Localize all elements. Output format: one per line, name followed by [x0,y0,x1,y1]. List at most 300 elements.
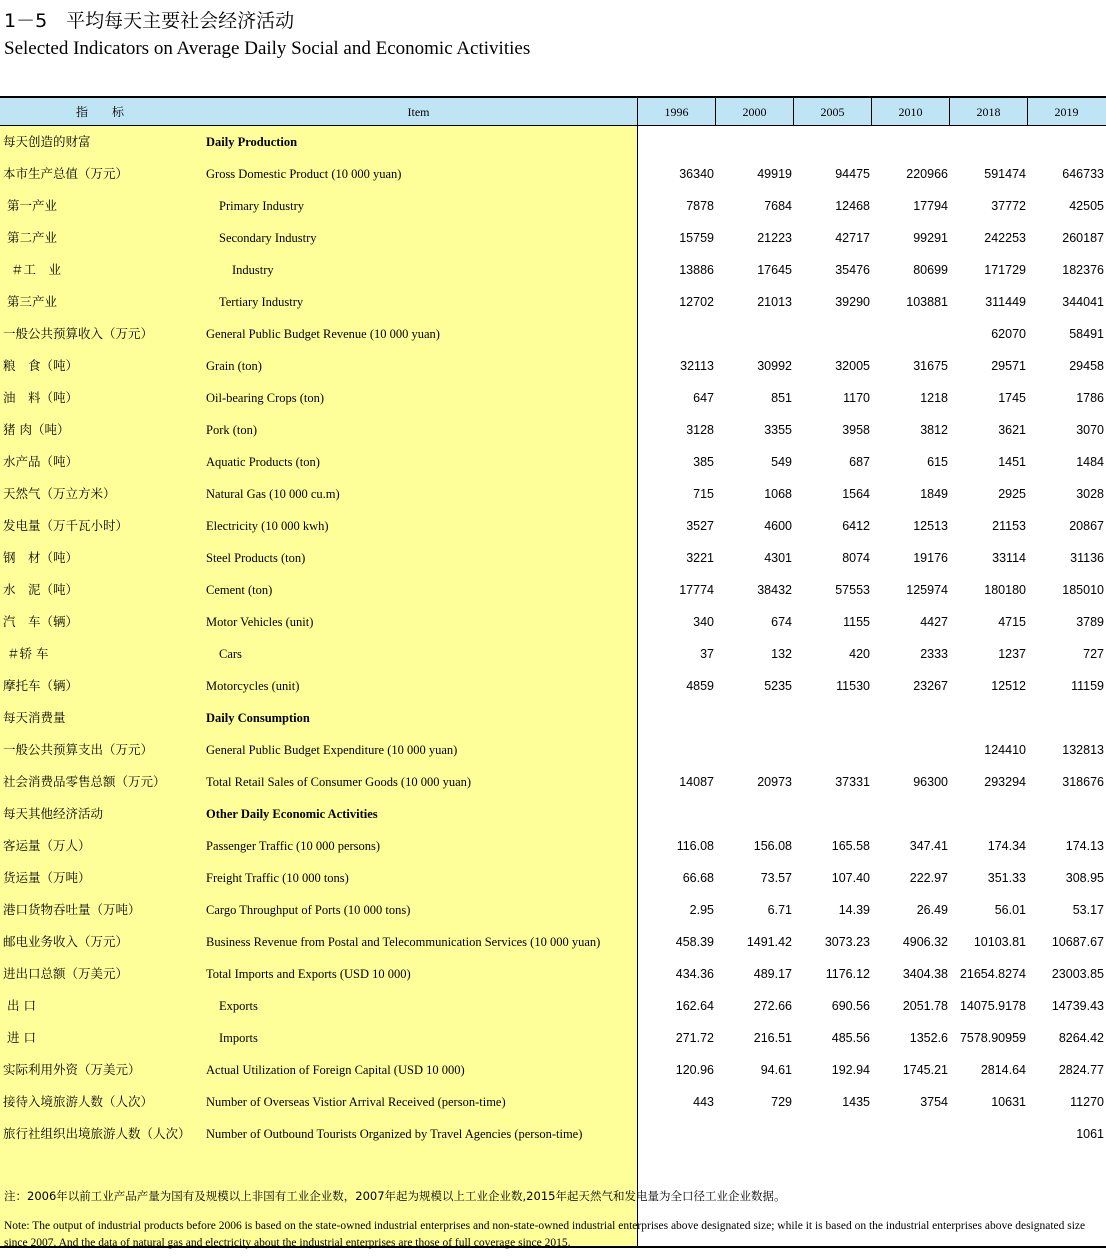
value-cell: 13886 [679,263,714,277]
row-label-en: Cars [219,647,242,661]
value-cell: 260187 [1062,231,1104,245]
value-cell [638,702,714,734]
value-cell [950,126,1026,158]
table-row [0,318,1106,350]
row-label-cn: 汽 车（辆） [3,614,79,629]
value-cell: 1564 [842,487,870,501]
value-cell: 10687.67 [1051,935,1104,949]
row-label-cn: 水 泥（吨） [3,582,79,597]
value-cell: 385 [693,455,714,469]
row-label-en: Primary Industry [219,199,305,213]
value-cell: 1849 [920,487,948,501]
value-cell [716,1118,792,1150]
value-cell: 2814.64 [980,1063,1026,1077]
value-cell: 674 [771,615,792,629]
value-cell: 23267 [913,679,948,693]
value-cell: 38432 [757,583,792,597]
value-cell: 185010 [1062,583,1104,597]
value-cell: 125974 [906,583,948,597]
value-cell: 2333 [920,647,948,661]
value-cell: 17774 [679,583,714,597]
value-cell: 11530 [836,679,870,693]
row-label-en: Cement (ton) [206,583,273,597]
value-cell: 37331 [835,775,870,789]
value-cell: 132813 [1062,743,1104,757]
note-en: Note: The output of industrial products before 2006 is based on the state-owned industrial enterprises and non-state-owned industrial enterprises above designated size; while it is based on the industrial enterprises above designated size since 2007. And the data of natural gas and electricity about the industrial enterprises are those of full coverage since 2015. [4,1220,1086,1249]
row-label-en: General Public Budget Expenditure (10 000 yuan) [206,743,458,757]
value-cell: 62070 [991,327,1026,341]
value-cell: 99291 [913,231,948,245]
value-cell: 591474 [984,167,1026,181]
value-cell: 489.17 [753,967,792,981]
value-cell: 1451 [998,455,1026,469]
value-cell [794,126,870,158]
value-cell: 485.56 [831,1031,870,1045]
row-label-cn: 实际利用外资（万美元） [3,1062,141,1077]
value-cell: 347.41 [909,839,948,853]
value-cell: 3958 [842,423,870,437]
value-cell: 3754 [920,1095,948,1109]
row-label-en: Steel Products (ton) [206,551,306,565]
value-cell: 340 [693,615,714,629]
row-label-cn: 一般公共预算支出（万元） [3,742,154,757]
value-cell: 132 [771,647,792,661]
value-cell: 182376 [1062,263,1104,277]
value-cell: 729 [771,1095,792,1109]
row-label-cn: 油 料（吨） [3,390,79,405]
value-cell: 53.17 [1072,903,1104,917]
row-label-en: General Public Budget Revenue (10 000 yuan) [206,327,440,341]
value-cell: 12702 [679,295,714,309]
value-cell: 690.56 [831,999,870,1013]
value-cell: 3073.23 [824,935,870,949]
table-row [0,958,1106,990]
value-cell: 20867 [1069,519,1104,533]
row-label-en: Business Revenue from Postal and Telecommunication Services (10 000 yuan) [206,935,601,949]
value-cell: 120.96 [675,1063,714,1077]
value-cell: 420 [849,647,870,661]
row-label-en: Motor Vehicles (unit) [206,615,314,629]
value-cell: 29571 [991,359,1026,373]
value-cell: 3404.38 [902,967,948,981]
row-label-cn: ＃轿 车 [3,646,49,661]
value-cell: 56.01 [994,903,1026,917]
table-row [0,478,1106,510]
header-indicator-cn: 指 标 [75,105,124,119]
row-label-en: Motorcycles (unit) [206,679,300,693]
value-cell: 7878 [686,199,714,213]
value-cell [872,734,948,766]
value-cell: 58491 [1069,327,1104,341]
row-label-cn: 天然气（万立方米） [3,486,116,501]
value-cell: 351.33 [987,871,1026,885]
table-row [0,190,1106,222]
value-cell: 21223 [757,231,792,245]
value-cell [872,798,948,830]
value-cell: 29458 [1069,359,1104,373]
value-cell: 3789 [1076,615,1104,629]
value-cell: 1786 [1076,391,1104,405]
header-year: 2019 [1054,105,1079,119]
row-label-cn: 每天消费量 [3,710,66,725]
value-cell: 124410 [984,743,1026,757]
value-cell: 851 [771,391,792,405]
row-label-en: Exports [219,999,258,1013]
value-cell: 727 [1083,647,1104,661]
row-label-en: Other Daily Economic Activities [206,807,378,821]
value-cell [950,1118,1026,1150]
value-cell: 80699 [913,263,948,277]
value-cell: 3070 [1076,423,1104,437]
value-cell [1028,798,1104,830]
value-cell [950,702,1026,734]
value-cell: 3355 [764,423,792,437]
value-cell [872,126,948,158]
value-cell: 17645 [757,263,792,277]
value-cell: 1061 [1076,1127,1104,1141]
row-label-en: Total Retail Sales of Consumer Goods (10 000 yuan) [206,775,472,789]
value-cell: 14739.43 [1051,999,1104,1013]
value-cell: 30992 [757,359,792,373]
value-cell [716,318,792,350]
value-cell: 116.08 [676,839,714,853]
row-label-cn: 摩托车（辆） [3,678,79,693]
value-cell: 6412 [842,519,870,533]
row-label-cn: 进 口 [3,1030,36,1045]
table-row [0,734,1106,766]
table-row [0,862,1106,894]
value-cell: 17794 [913,199,948,213]
value-cell: 1068 [764,487,792,501]
value-cell: 14087 [679,775,714,789]
value-cell: 165.58 [831,839,870,853]
value-cell: 2051.78 [902,999,948,1013]
value-cell [638,1118,714,1150]
row-label-cn: 港口货物吞吐量（万吨） [3,902,141,917]
value-cell: 35476 [835,263,870,277]
value-cell: 94475 [835,167,870,181]
value-cell: 7684 [764,199,792,213]
value-cell: 458.39 [675,935,714,949]
row-label-en: Secondary Industry [219,231,317,245]
value-cell: 156.08 [753,839,792,853]
value-cell: 242253 [984,231,1026,245]
value-cell: 171729 [984,263,1026,277]
value-cell: 3527 [686,519,714,533]
table-row [0,382,1106,414]
value-cell: 8074 [842,551,870,565]
value-cell: 6.71 [767,903,792,917]
table-row [0,222,1106,254]
value-cell: 1237 [998,647,1026,661]
row-label-en: Gross Domestic Product (10 000 yuan) [206,167,402,181]
table-row [0,766,1106,798]
value-cell: 107.40 [831,871,870,885]
row-label-en: Daily Production [206,135,298,149]
row-label-cn: 社会消费品零售总额（万元） [3,774,166,789]
value-cell: 21654.8274 [959,967,1026,981]
value-cell: 4715 [998,615,1026,629]
table-row [0,926,1106,958]
value-cell: 94.61 [760,1063,792,1077]
value-cell [794,318,870,350]
value-cell: 49919 [757,167,792,181]
value-cell [638,734,714,766]
row-label-cn: 钢 材（吨） [3,550,79,565]
table-row [0,1022,1106,1054]
row-label-cn: 旅行社组织出境旅游人数（人次） [3,1126,191,1141]
value-cell: 647 [693,391,714,405]
row-label-en: Electricity (10 000 kwh) [206,519,329,533]
value-cell: 220966 [906,167,948,181]
value-cell: 32113 [680,359,714,373]
value-cell: 33114 [992,551,1026,565]
value-cell: 308.95 [1065,871,1104,885]
table-row [0,830,1106,862]
row-label-cn: 第二产业 [3,230,57,245]
value-cell [872,702,948,734]
value-cell: 2.95 [689,903,714,917]
row-label-en: Daily Consumption [206,711,310,725]
table-row [0,670,1106,702]
row-label-en: Grain (ton) [206,359,262,373]
row-label-cn: 每天其他经济活动 [3,806,104,821]
value-cell: 1491.42 [746,935,792,949]
row-label-cn: 发电量（万千瓦小时） [3,518,129,533]
value-cell: 434.36 [675,967,714,981]
value-cell: 615 [927,455,948,469]
value-cell: 8264.42 [1058,1031,1104,1045]
value-cell [794,734,870,766]
row-label-cn: 猪 肉（吨） [3,422,70,437]
value-cell: 42717 [835,231,870,245]
value-cell: 180180 [984,583,1026,597]
row-label-cn: 一般公共预算收入（万元） [3,326,154,341]
row-label-cn: 每天创造的财富 [3,134,91,149]
table-row [0,158,1106,190]
value-cell: 1435 [842,1095,870,1109]
header-item-en: Item [407,105,430,119]
value-cell: 31675 [913,359,948,373]
row-label-cn: 第一产业 [3,198,57,213]
value-cell: 1745.21 [902,1063,948,1077]
value-cell: 2925 [998,487,1026,501]
table-row [0,798,1106,830]
row-label-cn: 进出口总额（万美元） [3,966,129,981]
value-cell: 4859 [686,679,714,693]
row-label-cn: 第三产业 [3,294,57,309]
value-cell: 73.57 [760,871,792,885]
value-cell: 3128 [686,423,714,437]
row-label-en: Oil-bearing Crops (ton) [206,391,325,405]
table-row [0,638,1106,670]
value-cell: 1155 [843,615,870,629]
value-cell: 4600 [764,519,792,533]
value-cell: 66.68 [682,871,714,885]
value-cell [716,702,792,734]
table-row [0,414,1106,446]
table-row [0,126,1106,158]
value-cell: 12512 [991,679,1026,693]
row-label-en: Aquatic Products (ton) [206,455,320,469]
value-cell: 162.64 [675,999,714,1013]
table-row [0,1086,1106,1118]
value-cell: 7578.90959 [959,1031,1026,1045]
value-cell: 1176.12 [825,967,870,981]
value-cell: 20973 [757,775,792,789]
value-cell: 31136 [1070,551,1104,565]
value-cell: 4906.32 [902,935,948,949]
table-row [0,574,1106,606]
value-cell [794,798,870,830]
table-row [0,286,1106,318]
value-cell: 3812 [920,423,948,437]
value-cell: 272.66 [753,999,792,1013]
table-row [0,990,1106,1022]
value-cell: 174.34 [987,839,1026,853]
table-row [0,254,1106,286]
value-cell: 5235 [764,679,792,693]
value-cell [950,798,1026,830]
value-cell [716,798,792,830]
value-cell: 3221 [686,551,714,565]
value-cell: 192.94 [831,1063,870,1077]
value-cell: 15759 [679,231,714,245]
page-title-cn: 1－5 平均每天主要社会经济活动 [4,10,295,32]
value-cell: 687 [849,455,870,469]
value-cell [716,734,792,766]
value-cell: 37 [700,647,714,661]
value-cell: 443 [693,1095,714,1109]
table-row [0,1118,1106,1150]
row-label-cn: 粮 食（吨） [3,358,79,373]
note-cn: 注：2006年以前工业产品产量为国有及规模以上非国有工业企业数，2007年起为规模以上工业企业数,2015年起天然气和发电量为全口径工业企业数据。 [4,1189,786,1203]
header-year: 2005 [820,105,845,119]
table-row [0,510,1106,542]
table-row [0,542,1106,574]
row-label-en: Pork (ton) [206,423,258,437]
value-cell: 1352.6 [909,1031,948,1045]
value-cell [638,318,714,350]
value-cell: 318676 [1062,775,1104,789]
value-cell: 19176 [913,551,948,565]
table-row [0,446,1106,478]
value-cell: 32005 [835,359,870,373]
value-cell [872,1118,948,1150]
value-cell: 174.13 [1065,839,1104,853]
value-cell: 10631 [991,1095,1026,1109]
value-cell: 715 [693,487,714,501]
value-cell: 21153 [992,519,1026,533]
table-header [0,96,1106,126]
header-year: 2010 [898,105,923,119]
value-cell [638,126,714,158]
value-cell: 1170 [843,391,870,405]
value-cell: 36340 [679,167,714,181]
value-cell: 96300 [913,775,948,789]
value-cell: 21013 [757,295,792,309]
value-cell: 14075.9178 [959,999,1026,1013]
row-label-en: Number of Overseas Vistior Arrival Received (person-time) [206,1095,506,1109]
row-label-en: Industry [232,263,274,277]
row-label-en: Actual Utilization of Foreign Capital (USD 10 000) [206,1063,465,1077]
header-year: 1996 [664,105,689,119]
row-label-en: Natural Gas (10 000 cu.m) [206,487,340,501]
row-label-en: Number of Outbound Tourists Organized by Travel Agencies (person-time) [206,1127,583,1141]
value-cell [872,318,948,350]
value-cell [794,1118,870,1150]
value-cell: 11270 [1070,1095,1104,1109]
value-cell: 23003.85 [1051,967,1104,981]
value-cell: 222.97 [909,871,948,885]
row-label-en: Tertiary Industry [219,295,304,309]
row-label-cn: 水产品（吨） [3,454,79,469]
value-cell [716,126,792,158]
value-cell: 344041 [1062,295,1104,309]
value-cell: 11159 [1071,679,1104,693]
value-cell: 12468 [835,199,870,213]
value-cell: 1218 [920,391,948,405]
value-cell: 3621 [998,423,1026,437]
value-cell: 26.49 [916,903,948,917]
row-label-cn: 接待入境旅游人数（人次） [3,1094,154,1109]
value-cell: 42505 [1069,199,1104,213]
value-cell: 4301 [764,551,792,565]
value-cell: 39290 [835,295,870,309]
value-cell: 14.39 [838,903,870,917]
row-label-en: Cargo Throughput of Ports (10 000 tons) [206,903,411,917]
page-title-en: Selected Indicators on Average Daily Social and Economic Activities [4,38,531,59]
value-cell: 2824.77 [1058,1063,1104,1077]
row-label-en: Passenger Traffic (10 000 persons) [206,839,381,853]
row-label-cn: 货运量（万吨） [3,870,91,885]
value-cell: 216.51 [753,1031,792,1045]
value-cell: 549 [771,455,792,469]
value-cell: 103881 [906,295,948,309]
value-cell: 646733 [1062,167,1104,181]
value-cell: 271.72 [675,1031,714,1045]
value-cell [1028,126,1104,158]
value-cell: 4427 [920,615,948,629]
row-label-cn: 邮电业务收入（万元） [3,934,129,949]
row-label-en: Imports [219,1031,258,1045]
value-cell: 10103.81 [973,935,1026,949]
header-year: 2018 [976,105,1001,119]
value-cell: 293294 [984,775,1026,789]
value-cell: 311449 [985,295,1026,309]
value-cell: 3028 [1076,487,1104,501]
value-cell [794,702,870,734]
table-row [0,702,1106,734]
row-label-cn: 出 口 [3,998,36,1013]
row-label-en: Total Imports and Exports (USD 10 000) [206,967,411,981]
row-label-cn: 本市生产总值（万元） [3,166,129,181]
table-row [0,1054,1106,1086]
value-cell: 1484 [1076,455,1104,469]
value-cell: 12513 [913,519,948,533]
value-cell [638,798,714,830]
value-cell [1028,702,1104,734]
header-year: 2000 [742,105,767,119]
table-row [0,350,1106,382]
table-row [0,894,1106,926]
row-label-cn: 客运量（万人） [3,838,91,853]
value-cell: 1745 [998,391,1026,405]
value-cell: 57553 [835,583,870,597]
row-label-cn: ＃工 业 [3,262,61,277]
value-cell: 37772 [991,199,1026,213]
row-label-en: Freight Traffic (10 000 tons) [206,871,349,885]
